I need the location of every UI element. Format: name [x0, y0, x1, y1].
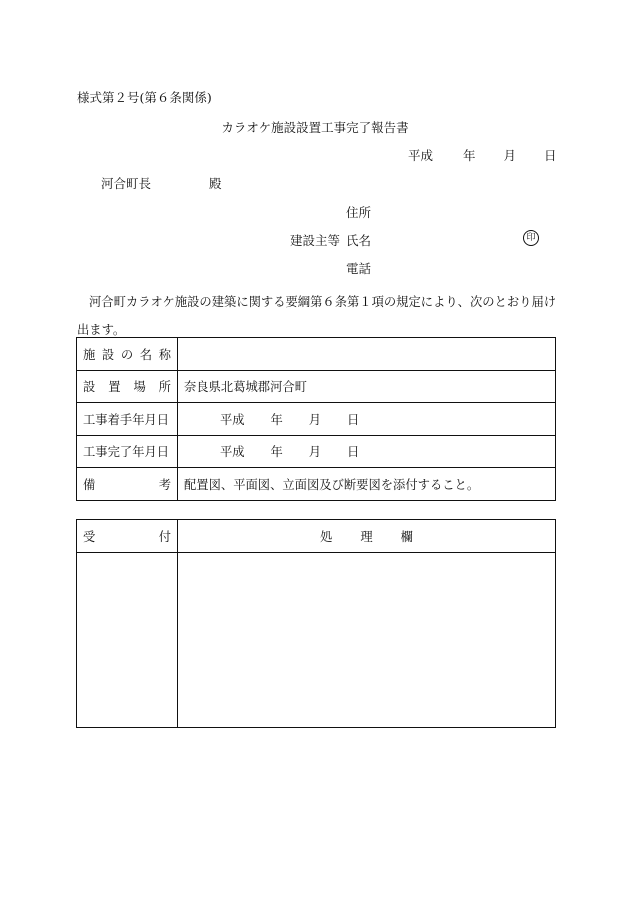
label-char: 所 — [158, 380, 171, 395]
receipt-cell[interactable] — [77, 553, 178, 728]
table-row — [77, 468, 556, 501]
processing-table — [76, 519, 556, 728]
date-era: 平成 — [220, 445, 245, 460]
date-day: 日 — [347, 412, 360, 427]
table-row — [77, 520, 556, 553]
date-year: 年 — [270, 445, 283, 460]
construction-end-value[interactable] — [178, 435, 556, 468]
label-char: 受 — [83, 530, 96, 544]
address-label: 住所 — [346, 205, 372, 220]
facility-name-value[interactable] — [178, 338, 556, 371]
addressee — [101, 174, 222, 192]
receipt-header — [77, 520, 178, 553]
label-char: 備 — [83, 477, 96, 492]
notice-text: 河合町カラオケ施設の建築に関する要綱第６条第１項の規定により、次のとおり届け出ます。 — [77, 295, 557, 337]
addressee-name: 河合町長 — [101, 176, 152, 191]
table-row — [77, 403, 556, 436]
label-char: 置 — [108, 380, 121, 395]
date-month: 月 — [308, 412, 322, 427]
facility-name-label — [77, 338, 178, 371]
date-era: 平成 — [220, 412, 245, 427]
remarks-value: 配置図、平面図、立面図及び断要図を添付すること。 — [178, 468, 556, 501]
label-char: 設 — [101, 347, 115, 362]
label-char: 付 — [158, 530, 171, 544]
builder-label: 建設主等 — [290, 233, 341, 248]
form-number: 様式第２号(第６条関係) — [77, 90, 212, 105]
label-char: 名 — [139, 347, 153, 362]
label-char: 設 — [83, 380, 96, 395]
label-char: 理 — [360, 530, 373, 544]
date-month: 月 — [503, 148, 517, 163]
table-row — [77, 338, 556, 371]
location-label — [77, 370, 178, 403]
label-char: 欄 — [400, 530, 413, 544]
label-char: 称 — [158, 347, 171, 362]
table-row — [77, 370, 556, 403]
date-month: 月 — [308, 445, 322, 460]
construction-start-value[interactable] — [178, 403, 556, 436]
date-day: 日 — [544, 148, 557, 163]
processing-cell[interactable] — [178, 553, 556, 728]
facility-info-table — [76, 337, 556, 501]
date-day: 日 — [347, 445, 360, 460]
name-label: 氏名 — [346, 233, 372, 248]
construction-start-label: 工事着手年月日 — [77, 403, 178, 436]
construction-end-label: 工事完了年月日 — [77, 435, 178, 468]
phone-label: 電話 — [346, 261, 372, 276]
label-char: 施 — [83, 347, 96, 362]
date-year: 年 — [463, 148, 476, 163]
remarks-label — [77, 468, 178, 501]
seal-mark: 印 — [523, 230, 539, 246]
document-title: カラオケ施設設置工事完了報告書 — [221, 120, 409, 135]
label-char: 考 — [158, 477, 171, 492]
table-row — [77, 553, 556, 728]
submission-date — [408, 146, 557, 164]
processing-header — [178, 520, 556, 553]
date-year: 年 — [270, 412, 283, 427]
table-row — [77, 435, 556, 468]
label-char: の — [120, 347, 134, 362]
addressee-honorific: 殿 — [209, 176, 222, 191]
label-char: 処 — [320, 530, 333, 544]
label-char: 場 — [133, 380, 146, 395]
date-era: 平成 — [408, 148, 434, 163]
location-value[interactable]: 奈良県北葛城郡河合町 — [178, 370, 556, 403]
